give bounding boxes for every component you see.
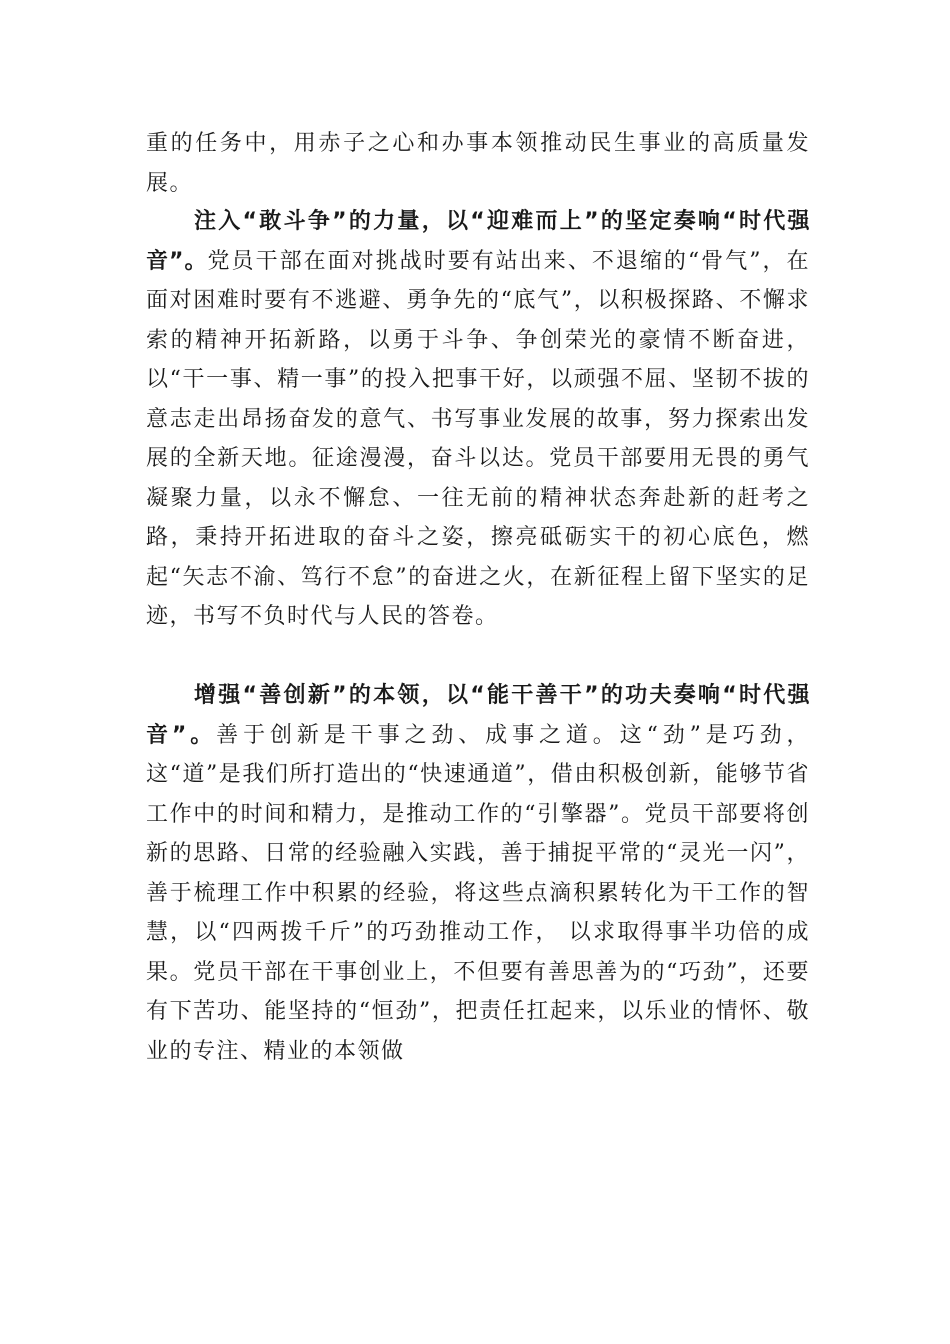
section-1-heading: 注入“敢斗争”的力量，以“迎难而上”的坚定奏响“时代强音”。 xyxy=(146,209,810,274)
section-2-paragraph xyxy=(146,676,810,1071)
section-1-paragraph xyxy=(146,202,810,637)
section-1-paragraph-block xyxy=(146,202,810,637)
intro-paragraph-block xyxy=(146,124,810,203)
section-2-heading: 增强“善创新”的本领，以“能干善干”的功夫奏响“时代强音”。 xyxy=(146,683,810,748)
intro-paragraph: 重的任务中，用赤子之心和办事本领推动民生事业的高质量发展。 xyxy=(146,131,810,196)
section-2-body: 善于创新是干事之劲、成事之道。这“劲”是巧劲，这“道”是我们所打造出的“快速通道”，借由积极创新，能够节省工作中的时间和精力，是推动工作的“引擎器”。党员干部要将创新的思路、日常的经验融入实践，善于捕捉平常的“灵光一闪”，善于梳理工作中积累的经验，将这些点滴积累转化为干工作的智慧，以“四两拨千斤”的巧劲推动工作， 以求取得事半功倍的成果。党员干部在干事创业上，不但要有善思善为的“巧劲”，还要有下苦功、能坚持的“恒劲”，把责任扛起来，以乐业的情怀、敬业的专注、精业的本领做 xyxy=(146,722,810,1064)
section-1-body: 党员干部在面对挑战时要有站出来、不退缩的“骨气”，在面对困难时要有不逃避、勇争先的“底气”，以积极探路、不懈求索的精神开拓新路，以勇于斗争、争创荣光的豪情不断奋进，以“干一事、精一事”的投入把事干好，以顽强不屈、坚韧不拔的意志走出昂扬奋发的意气、书写事业发展的故事，努力探索出发展的全新天地。征途漫漫，奋斗以达。党员干部要用无畏的勇气凝聚力量，以永不懈怠、一往无前的精神状态奔赴新的赶考之路，秉持开拓进取的奋斗之姿，擦亮砥砺实干的初心底色，燃起“矢志不渝、笃行不怠”的奋进之火，在新征程上留下坚实的足迹，书写不负时代与人民的答卷。 xyxy=(146,248,811,629)
section-2-paragraph-block xyxy=(146,676,810,1071)
